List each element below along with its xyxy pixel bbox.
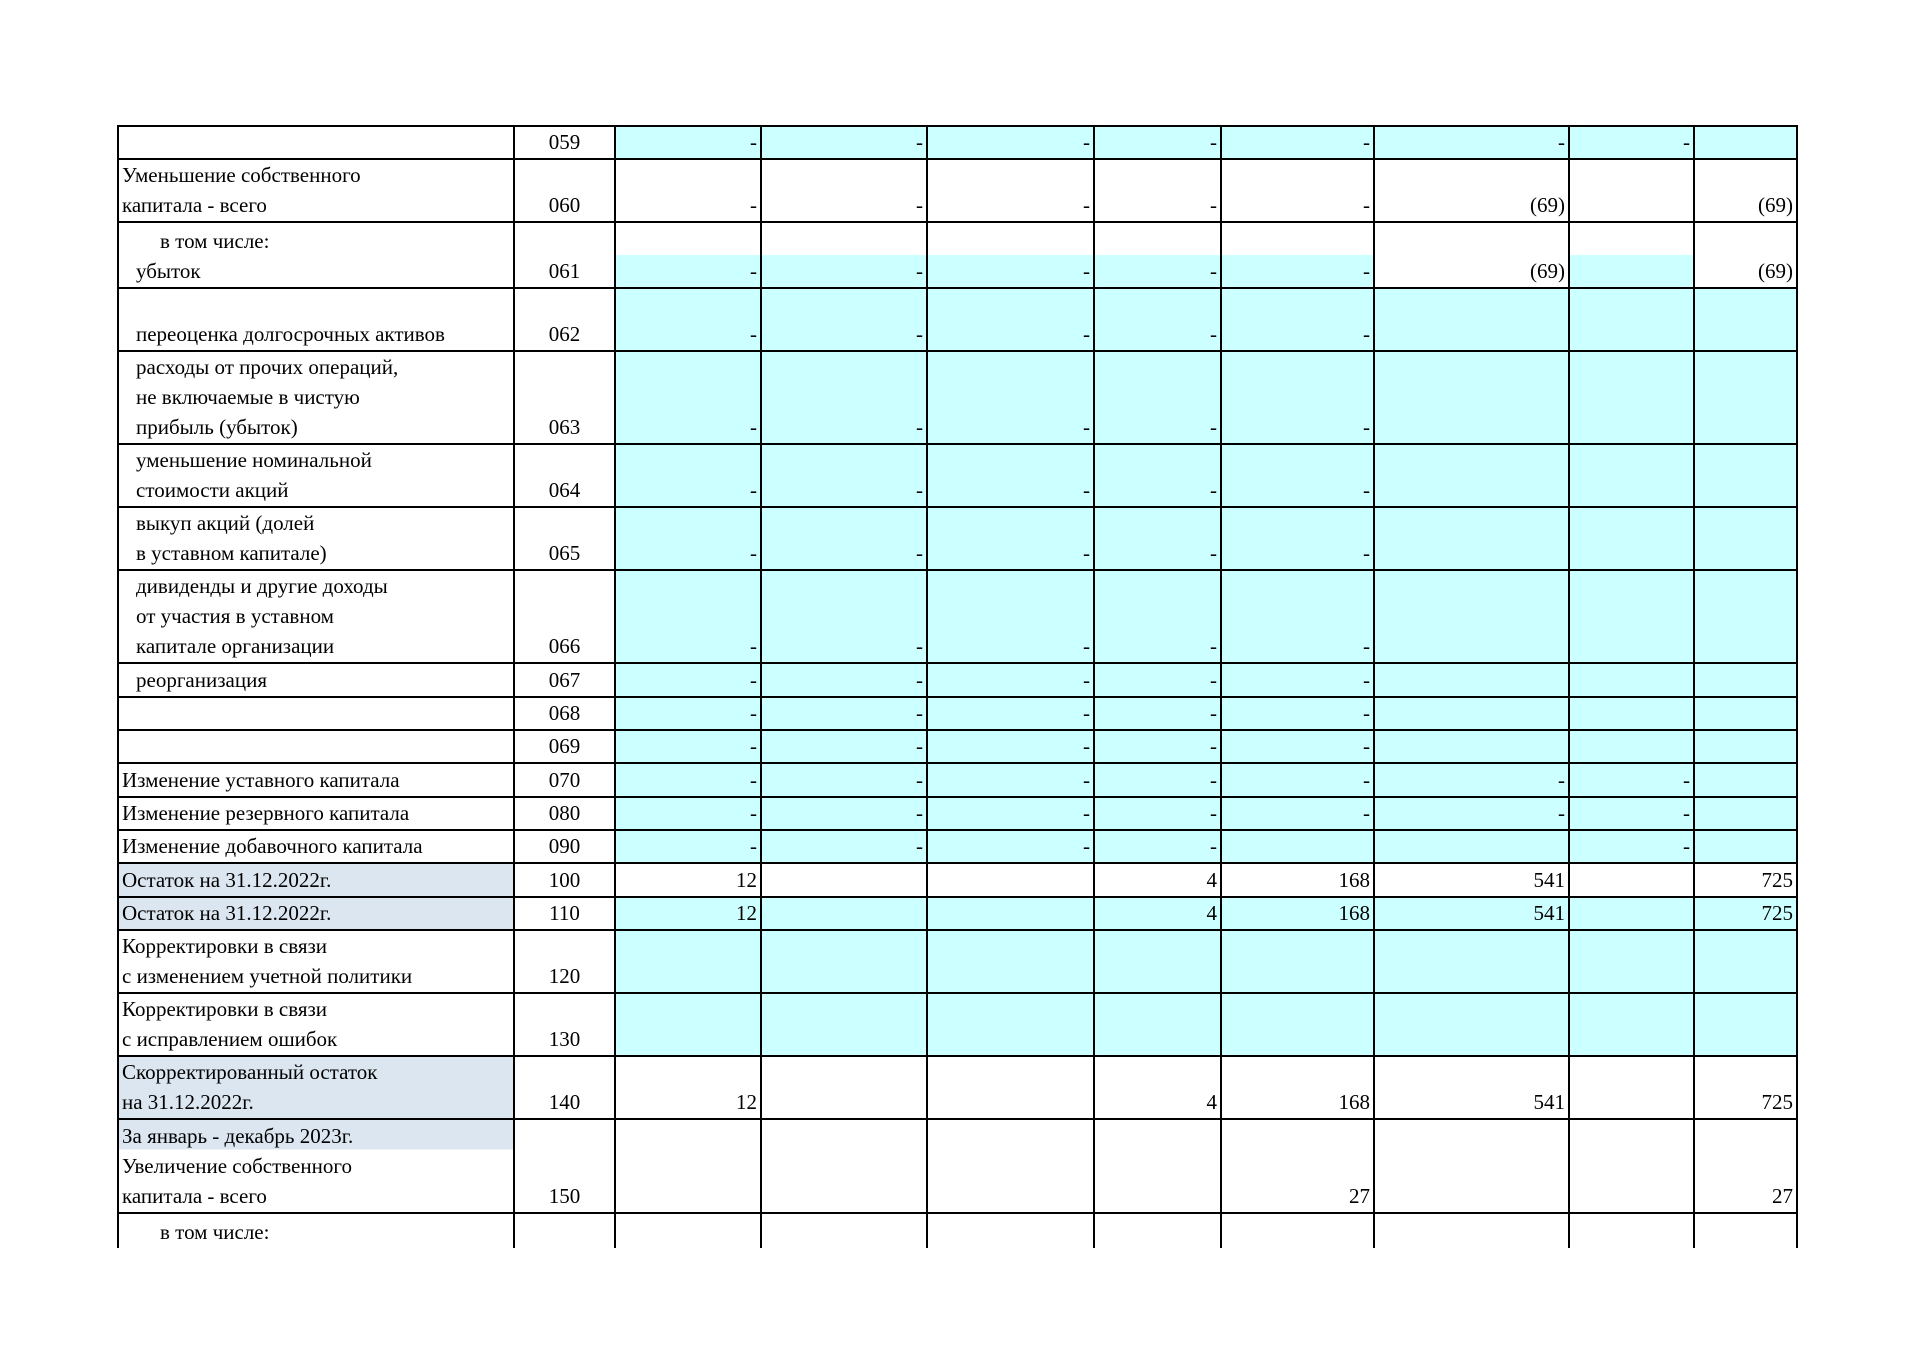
row-code: 064 bbox=[514, 444, 615, 507]
value-cell[interactable]: - bbox=[1221, 730, 1374, 763]
value-cell[interactable]: - bbox=[1221, 797, 1374, 830]
value-cell[interactable] bbox=[1221, 930, 1374, 993]
value-cell[interactable]: - bbox=[1094, 222, 1221, 288]
value-cell[interactable]: - bbox=[761, 830, 927, 863]
row-code: 063 bbox=[514, 351, 615, 444]
value-cell[interactable]: - bbox=[1569, 763, 1694, 797]
value-cell[interactable] bbox=[1694, 351, 1797, 444]
value-cell[interactable]: - bbox=[927, 697, 1094, 730]
value-cell[interactable]: - bbox=[615, 444, 761, 507]
row-label bbox=[118, 126, 514, 159]
value-cell[interactable]: - bbox=[1569, 830, 1694, 863]
row-label-line: Скорректированный остаток bbox=[122, 1060, 378, 1084]
row-label bbox=[118, 1119, 514, 1213]
value-cell[interactable]: 12 bbox=[615, 1056, 761, 1119]
row-label-line: в том числе: bbox=[160, 229, 270, 253]
table-row bbox=[118, 507, 1797, 570]
row-label-line: Корректировки в связи bbox=[122, 934, 328, 958]
value-cell[interactable]: - bbox=[761, 797, 927, 830]
value-cell[interactable]: - bbox=[1221, 507, 1374, 570]
value-cell[interactable]: - bbox=[615, 126, 761, 159]
row-code: 065 bbox=[514, 507, 615, 570]
value-cell[interactable]: - bbox=[1221, 126, 1374, 159]
table-row bbox=[118, 288, 1797, 351]
value-cell[interactable] bbox=[1374, 1119, 1569, 1213]
value-cell[interactable]: - bbox=[927, 763, 1094, 797]
value-cell[interactable] bbox=[1694, 126, 1797, 159]
value-cell[interactable]: - bbox=[761, 222, 927, 288]
table-row bbox=[118, 897, 1797, 930]
row-code: 068 bbox=[514, 697, 615, 730]
value-cell[interactable]: - bbox=[927, 663, 1094, 697]
row-label bbox=[118, 863, 514, 897]
value-cell[interactable]: - bbox=[1094, 351, 1221, 444]
value-cell[interactable]: - bbox=[615, 288, 761, 351]
table-row bbox=[118, 730, 1797, 763]
value-cell[interactable] bbox=[927, 993, 1094, 1056]
value-cell[interactable] bbox=[1569, 351, 1694, 444]
value-cell[interactable]: - bbox=[1094, 444, 1221, 507]
value-cell[interactable]: - bbox=[1094, 763, 1221, 797]
row-label bbox=[118, 830, 514, 863]
value-cell[interactable]: - bbox=[1221, 222, 1374, 288]
value-cell[interactable] bbox=[927, 1213, 1094, 1248]
value-cell[interactable] bbox=[1374, 730, 1569, 763]
value-cell[interactable]: - bbox=[615, 763, 761, 797]
row-label-line: реорганизация bbox=[136, 668, 267, 692]
row-code: 130 bbox=[514, 993, 615, 1056]
row-label-line: стоимости акций bbox=[136, 478, 289, 502]
value-cell[interactable] bbox=[1694, 1213, 1797, 1248]
row-label bbox=[118, 763, 514, 797]
value-cell[interactable]: - bbox=[1221, 351, 1374, 444]
value-cell[interactable]: - bbox=[615, 159, 761, 222]
table-row bbox=[118, 863, 1797, 897]
value-cell[interactable]: 4 bbox=[1094, 897, 1221, 930]
value-cell[interactable]: 4 bbox=[1094, 1056, 1221, 1119]
value-cell[interactable] bbox=[927, 1056, 1094, 1119]
value-cell[interactable]: 725 bbox=[1694, 1056, 1797, 1119]
row-label-line: с исправлением ошибок bbox=[122, 1027, 338, 1051]
row-label-line bbox=[122, 127, 510, 157]
value-cell[interactable]: - bbox=[761, 351, 927, 444]
row-label bbox=[118, 570, 514, 663]
row-code: 061 bbox=[514, 222, 615, 288]
value-cell[interactable]: (69) bbox=[1694, 159, 1797, 222]
value-cell[interactable]: 541 bbox=[1374, 897, 1569, 930]
value-cell[interactable] bbox=[927, 897, 1094, 930]
value-cell[interactable] bbox=[1374, 663, 1569, 697]
value-cell[interactable]: - bbox=[1094, 126, 1221, 159]
value-cell[interactable] bbox=[1094, 930, 1221, 993]
row-label-line: выкуп акций (долей bbox=[136, 511, 315, 535]
row-code: 070 bbox=[514, 763, 615, 797]
row-label-line bbox=[122, 731, 510, 761]
value-cell[interactable] bbox=[1694, 993, 1797, 1056]
value-cell[interactable]: 725 bbox=[1694, 863, 1797, 897]
row-label-line: Увеличение собственного bbox=[122, 1154, 352, 1178]
value-cell[interactable]: - bbox=[1221, 288, 1374, 351]
value-cell[interactable]: - bbox=[1094, 159, 1221, 222]
value-cell[interactable] bbox=[761, 1213, 927, 1248]
row-label bbox=[118, 930, 514, 993]
row-label bbox=[118, 444, 514, 507]
row-label bbox=[118, 1213, 514, 1248]
value-cell[interactable] bbox=[1221, 1213, 1374, 1248]
table-row bbox=[118, 570, 1797, 663]
value-cell[interactable] bbox=[1094, 993, 1221, 1056]
row-label bbox=[118, 993, 514, 1056]
row-code: 069 bbox=[514, 730, 615, 763]
value-cell[interactable]: - bbox=[761, 159, 927, 222]
row-label-line: расходы от прочих операций, bbox=[136, 355, 399, 379]
value-cell[interactable] bbox=[1374, 930, 1569, 993]
row-label-line: в уставном капитале) bbox=[136, 541, 327, 565]
row-label-line bbox=[122, 289, 510, 319]
value-cell[interactable] bbox=[1221, 830, 1374, 863]
value-cell[interactable]: - bbox=[1569, 797, 1694, 830]
value-cell[interactable] bbox=[1569, 1119, 1694, 1213]
table-row bbox=[118, 1213, 1797, 1248]
value-cell[interactable]: - bbox=[761, 288, 927, 351]
row-label-line: убыток bbox=[136, 259, 201, 283]
value-cell[interactable] bbox=[1569, 730, 1694, 763]
value-cell[interactable]: - bbox=[615, 830, 761, 863]
value-cell[interactable] bbox=[1569, 570, 1694, 663]
table-row bbox=[118, 697, 1797, 730]
value-cell[interactable] bbox=[1374, 1213, 1569, 1248]
value-cell[interactable] bbox=[761, 1056, 927, 1119]
value-cell[interactable] bbox=[1374, 444, 1569, 507]
value-cell[interactable]: - bbox=[615, 351, 761, 444]
value-cell[interactable]: 725 bbox=[1694, 897, 1797, 930]
value-cell[interactable] bbox=[1569, 897, 1694, 930]
table-row bbox=[118, 1119, 1797, 1213]
value-cell[interactable]: - bbox=[615, 697, 761, 730]
row-label-line: прибыль (убыток) bbox=[136, 415, 298, 439]
value-cell[interactable] bbox=[1694, 444, 1797, 507]
value-cell[interactable]: - bbox=[927, 830, 1094, 863]
value-cell[interactable]: - bbox=[1221, 763, 1374, 797]
value-cell[interactable]: - bbox=[927, 507, 1094, 570]
row-label-line bbox=[122, 698, 510, 728]
row-label bbox=[118, 507, 514, 570]
row-label bbox=[118, 897, 514, 930]
value-cell[interactable]: - bbox=[1094, 730, 1221, 763]
value-cell[interactable]: - bbox=[1221, 570, 1374, 663]
table-row bbox=[118, 797, 1797, 830]
row-label-line: Корректировки в связи bbox=[122, 997, 328, 1021]
table-row bbox=[118, 993, 1797, 1056]
value-cell[interactable]: - bbox=[761, 570, 927, 663]
value-cell[interactable] bbox=[1569, 288, 1694, 351]
row-label-line: дивиденды и другие доходы bbox=[136, 574, 388, 598]
value-cell[interactable] bbox=[1694, 730, 1797, 763]
row-label-line: Изменение добавочного капитала bbox=[122, 834, 423, 858]
row-label-line: уменьшение номинальной bbox=[136, 448, 372, 472]
row-label bbox=[118, 663, 514, 697]
row-label-line: в том числе: bbox=[160, 1220, 270, 1244]
row-label-line: Остаток на 31.12.2022г. bbox=[122, 868, 332, 892]
table-row bbox=[118, 222, 1797, 288]
value-cell[interactable]: - bbox=[1374, 126, 1569, 159]
row-code: 140 bbox=[514, 1056, 615, 1119]
value-cell[interactable]: - bbox=[615, 663, 761, 697]
row-label bbox=[118, 351, 514, 444]
value-cell[interactable] bbox=[1694, 507, 1797, 570]
value-cell[interactable] bbox=[1569, 444, 1694, 507]
row-code: 062 bbox=[514, 288, 615, 351]
value-cell[interactable] bbox=[1569, 993, 1694, 1056]
row-label-line: капитале организации bbox=[136, 634, 335, 658]
table-row bbox=[118, 126, 1797, 159]
value-cell[interactable] bbox=[1374, 507, 1569, 570]
value-cell[interactable] bbox=[615, 930, 761, 993]
row-code: 150 bbox=[514, 1119, 615, 1213]
value-cell[interactable]: - bbox=[1094, 797, 1221, 830]
value-cell[interactable]: 541 bbox=[1374, 1056, 1569, 1119]
value-cell[interactable]: 541 bbox=[1374, 863, 1569, 897]
row-label bbox=[118, 697, 514, 730]
row-label-line: не включаемые в чистую bbox=[136, 385, 360, 409]
value-cell[interactable]: - bbox=[927, 444, 1094, 507]
value-cell[interactable]: - bbox=[1094, 830, 1221, 863]
table-row bbox=[118, 1056, 1797, 1119]
value-cell[interactable] bbox=[615, 1119, 761, 1213]
value-cell[interactable]: - bbox=[927, 797, 1094, 830]
row-label bbox=[118, 222, 514, 288]
value-cell[interactable] bbox=[1374, 351, 1569, 444]
row-label-line: Изменение уставного капитала bbox=[122, 768, 400, 792]
value-cell[interactable]: - bbox=[761, 663, 927, 697]
value-cell[interactable]: - bbox=[1221, 159, 1374, 222]
value-cell[interactable] bbox=[615, 993, 761, 1056]
value-cell[interactable]: - bbox=[1094, 288, 1221, 351]
value-cell[interactable]: - bbox=[761, 730, 927, 763]
row-label-line: Уменьшение собственного bbox=[122, 163, 361, 187]
row-code: 059 bbox=[514, 126, 615, 159]
row-code: 067 bbox=[514, 663, 615, 697]
row-label bbox=[118, 797, 514, 830]
row-code: 120 bbox=[514, 930, 615, 993]
row-label-line: капитала - всего bbox=[122, 193, 267, 217]
row-label bbox=[118, 288, 514, 351]
value-cell[interactable] bbox=[1694, 663, 1797, 697]
value-cell[interactable]: 27 bbox=[1221, 1119, 1374, 1213]
row-label-line: Изменение резервного капитала bbox=[122, 801, 410, 825]
value-cell[interactable] bbox=[1569, 930, 1694, 993]
value-cell[interactable] bbox=[927, 863, 1094, 897]
value-cell[interactable]: - bbox=[927, 288, 1094, 351]
value-cell[interactable] bbox=[1374, 288, 1569, 351]
value-cell[interactable]: - bbox=[761, 697, 927, 730]
row-code: 060 bbox=[514, 159, 615, 222]
value-cell[interactable]: - bbox=[927, 126, 1094, 159]
value-cell[interactable]: 27 bbox=[1694, 1119, 1797, 1213]
value-cell[interactable] bbox=[1221, 993, 1374, 1056]
value-cell[interactable] bbox=[615, 1213, 761, 1248]
value-cell[interactable]: - bbox=[927, 570, 1094, 663]
value-cell[interactable] bbox=[761, 897, 927, 930]
value-cell[interactable] bbox=[927, 1119, 1094, 1213]
value-cell[interactable]: - bbox=[761, 507, 927, 570]
row-code bbox=[514, 1213, 615, 1248]
value-cell[interactable] bbox=[1569, 1213, 1694, 1248]
row-label-line: с изменением учетной политики bbox=[122, 964, 413, 988]
value-cell[interactable]: - bbox=[1374, 763, 1569, 797]
value-cell[interactable] bbox=[1694, 697, 1797, 730]
table-row bbox=[118, 830, 1797, 863]
value-cell[interactable] bbox=[761, 1119, 927, 1213]
value-cell[interactable] bbox=[1094, 1119, 1221, 1213]
value-cell[interactable]: - bbox=[761, 126, 927, 159]
value-cell[interactable] bbox=[761, 993, 927, 1056]
value-cell[interactable]: - bbox=[927, 730, 1094, 763]
value-cell[interactable]: - bbox=[1094, 663, 1221, 697]
value-cell[interactable] bbox=[1694, 763, 1797, 797]
value-cell[interactable]: - bbox=[761, 444, 927, 507]
value-cell[interactable] bbox=[1694, 570, 1797, 663]
row-label bbox=[118, 159, 514, 222]
value-cell[interactable] bbox=[1694, 797, 1797, 830]
value-cell[interactable]: - bbox=[1569, 126, 1694, 159]
value-cell[interactable]: - bbox=[615, 222, 761, 288]
value-cell[interactable]: - bbox=[1094, 570, 1221, 663]
value-cell[interactable] bbox=[1374, 570, 1569, 663]
value-cell[interactable] bbox=[1569, 507, 1694, 570]
value-cell[interactable] bbox=[761, 930, 927, 993]
value-cell[interactable]: - bbox=[1094, 697, 1221, 730]
row-label-line: капитала - всего bbox=[122, 1184, 267, 1208]
value-cell[interactable]: - bbox=[1221, 697, 1374, 730]
value-cell[interactable]: - bbox=[1221, 444, 1374, 507]
value-cell[interactable]: 4 bbox=[1094, 863, 1221, 897]
value-cell[interactable] bbox=[761, 863, 927, 897]
value-cell[interactable] bbox=[927, 930, 1094, 993]
row-code: 066 bbox=[514, 570, 615, 663]
table-row bbox=[118, 351, 1797, 444]
value-cell[interactable]: 168 bbox=[1221, 1056, 1374, 1119]
table-row bbox=[118, 663, 1797, 697]
table-row bbox=[118, 763, 1797, 797]
value-cell[interactable] bbox=[1374, 993, 1569, 1056]
row-label-line: За январь - декабрь 2023г. bbox=[122, 1124, 354, 1148]
value-cell[interactable] bbox=[1569, 159, 1694, 222]
value-cell[interactable]: (69) bbox=[1694, 222, 1797, 288]
row-code: 080 bbox=[514, 797, 615, 830]
value-cell[interactable] bbox=[1569, 863, 1694, 897]
row-code: 100 bbox=[514, 863, 615, 897]
value-cell[interactable]: - bbox=[927, 351, 1094, 444]
value-cell[interactable]: - bbox=[1374, 797, 1569, 830]
row-label-line: переоценка долгосрочных активов bbox=[136, 322, 445, 346]
table-row bbox=[118, 444, 1797, 507]
value-cell[interactable] bbox=[1569, 1056, 1694, 1119]
value-cell[interactable]: - bbox=[615, 570, 761, 663]
value-cell[interactable]: - bbox=[1221, 663, 1374, 697]
row-label-line: Остаток на 31.12.2022г. bbox=[122, 901, 332, 925]
value-cell[interactable]: - bbox=[615, 507, 761, 570]
value-cell[interactable] bbox=[1694, 830, 1797, 863]
value-cell[interactable]: - bbox=[1094, 507, 1221, 570]
value-cell[interactable]: - bbox=[615, 797, 761, 830]
value-cell[interactable]: (69) bbox=[1374, 159, 1569, 222]
equity-changes-table bbox=[117, 125, 1798, 1248]
value-cell[interactable]: 168 bbox=[1221, 863, 1374, 897]
value-cell[interactable] bbox=[1374, 697, 1569, 730]
value-cell[interactable] bbox=[1569, 663, 1694, 697]
value-cell[interactable]: (69) bbox=[1374, 222, 1569, 288]
value-cell[interactable]: 12 bbox=[615, 897, 761, 930]
row-code: 090 bbox=[514, 830, 615, 863]
row-label bbox=[118, 1056, 514, 1119]
value-cell[interactable]: 168 bbox=[1221, 897, 1374, 930]
value-cell[interactable]: - bbox=[927, 159, 1094, 222]
value-cell[interactable] bbox=[1694, 930, 1797, 993]
value-cell[interactable] bbox=[1094, 1213, 1221, 1248]
value-cell[interactable]: - bbox=[761, 763, 927, 797]
row-code: 110 bbox=[514, 897, 615, 930]
value-cell[interactable] bbox=[1569, 697, 1694, 730]
table-row bbox=[118, 159, 1797, 222]
row-label bbox=[118, 730, 514, 763]
row-label-line: от участия в уставном bbox=[136, 604, 334, 628]
table-row bbox=[118, 930, 1797, 993]
value-cell[interactable]: 12 bbox=[615, 863, 761, 897]
value-cell[interactable]: - bbox=[615, 730, 761, 763]
value-cell[interactable] bbox=[1569, 222, 1694, 288]
row-label-line: на 31.12.2022г. bbox=[122, 1090, 254, 1114]
value-cell[interactable] bbox=[1374, 830, 1569, 863]
value-cell[interactable]: - bbox=[927, 222, 1094, 288]
value-cell[interactable] bbox=[1694, 288, 1797, 351]
